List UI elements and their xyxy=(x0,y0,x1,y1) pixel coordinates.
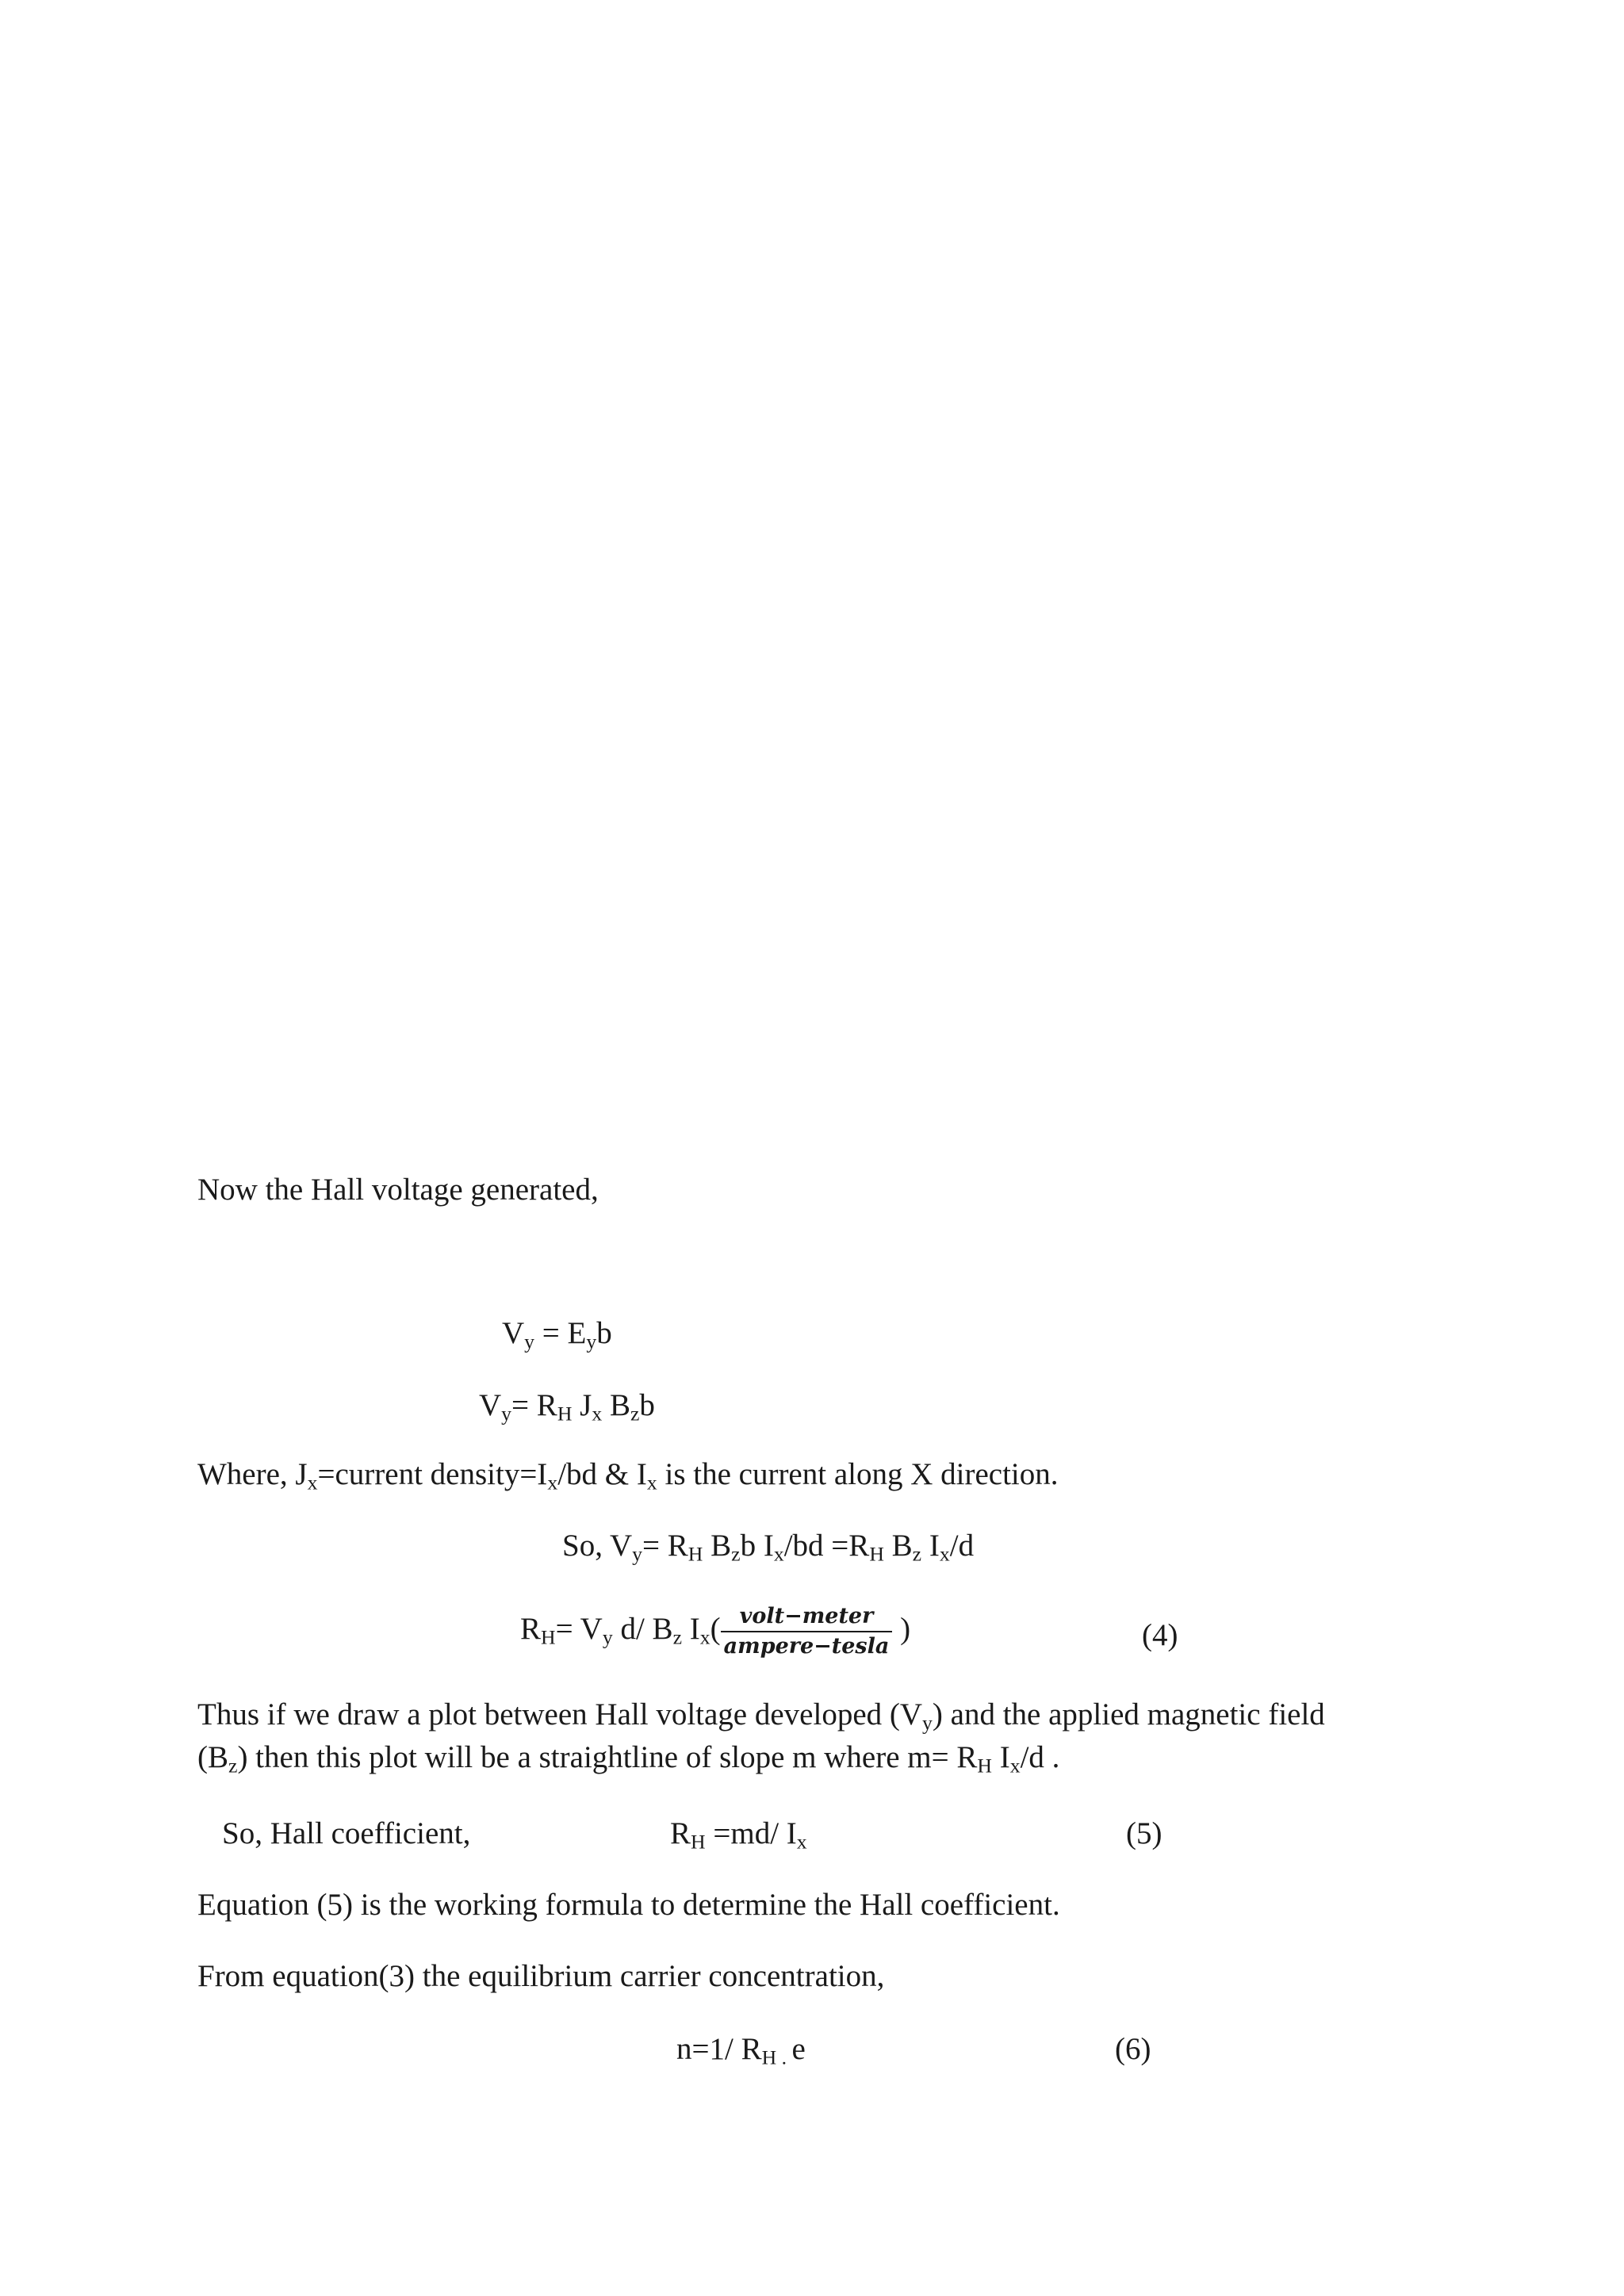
equation-number-6: (6) xyxy=(1115,2032,1151,2066)
equation-number-5: (5) xyxy=(1126,1816,1162,1850)
equation-6: n=1/ $R_{H .}$ e xyxy=(676,2032,806,2069)
hall-coefficient-label: So, Hall coefficient, xyxy=(222,1816,471,1850)
unit-numerator: volt−meter xyxy=(721,1604,893,1632)
equation-number-4: (4) xyxy=(1142,1618,1178,1652)
plot-description-line-1: Thus if we draw a plot between Hall voltage developed $(V_y)$ and the applied magnetic field xyxy=(197,1697,1325,1735)
equation-5: $R_H =md/$ $I_x$ xyxy=(670,1816,807,1854)
intro-text: Now the Hall voltage generated, xyxy=(197,1173,599,1207)
plot-description-line-2: $(B_z)$ then this plot will be a straightline of slope m where $m= R_H$ $I_x/d$ . xyxy=(197,1740,1060,1777)
equation-4: $R_H= V_y$ d/ $B_z$ $I_x$( $\frac{\text{volt−meter}}{\text{ampere−tesla}}$ ) xyxy=(520,1604,911,1659)
current-density-definition: Where, $J_x=current$ $density=I_x/bd$ & $I_x$ is the current along X direction. xyxy=(197,1457,1059,1494)
equation-vy-rh: $V_y= R_H$ $J_x$ $B_zb$ xyxy=(479,1388,655,1425)
carrier-concentration-text: From equation(3) the equilibrium carrier concentration, xyxy=(197,1959,885,1993)
unit-denominator: ampere−tesla xyxy=(723,1634,890,1659)
equation-so-vy: So, $V_y= R_H$ $B_zb$ $I_x/bd =R_H$ $B_z$ $I_x/d$ xyxy=(562,1529,975,1566)
working-formula-text: Equation (5) is the working formula to determine the Hall coefficient. xyxy=(197,1888,1060,1922)
equation-vy-ey: $V_y = E_yb$ xyxy=(502,1316,612,1353)
unit-fraction xyxy=(721,1604,893,1659)
